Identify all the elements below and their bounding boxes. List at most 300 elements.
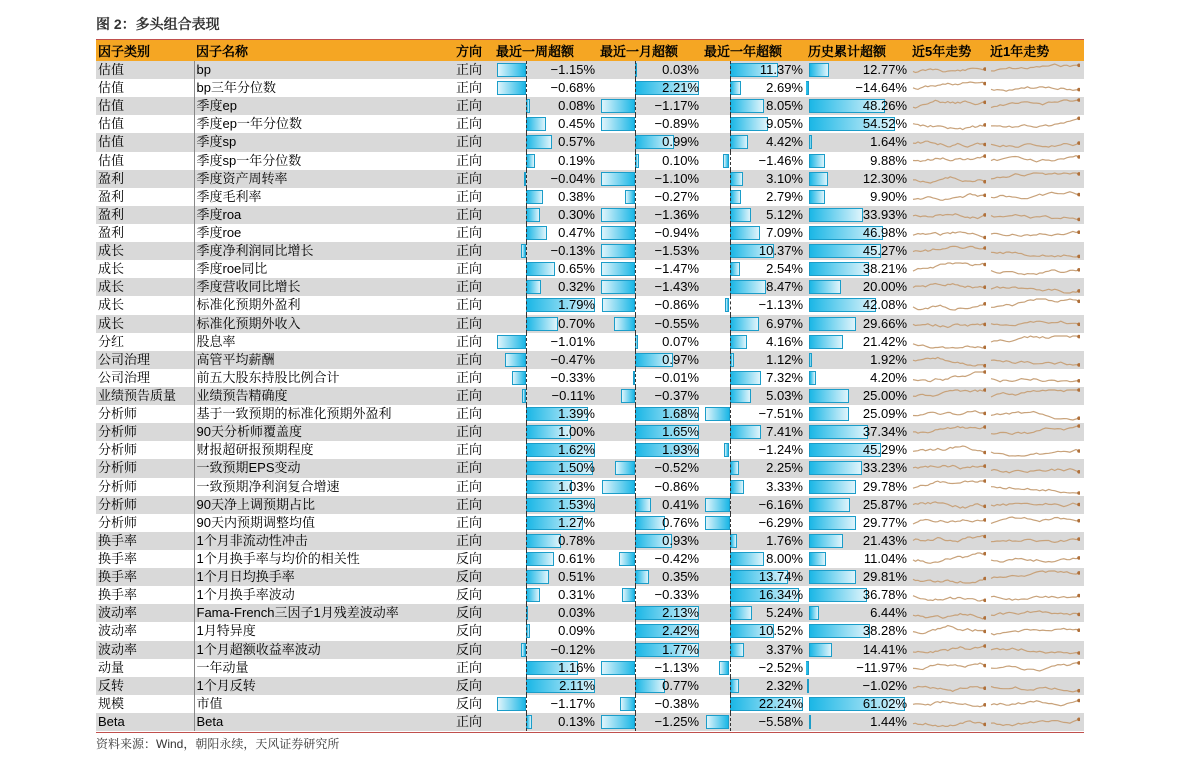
excess-year-axis: [730, 333, 731, 351]
trend-1y-sparkline: [988, 278, 1084, 296]
excess-month-bar: [601, 244, 635, 258]
excess-month-value: 0.77%: [662, 677, 699, 693]
excess-year-axis: [730, 550, 731, 568]
excess-history-cell: [806, 333, 910, 351]
excess-week-cell: [494, 604, 598, 622]
table-row: [96, 441, 1084, 459]
trend-1y-sparkline: [988, 659, 1084, 677]
trend-5y-sparkline: [910, 61, 988, 79]
excess-year-cell: [702, 641, 806, 659]
excess-year-value: 22.24%: [758, 695, 803, 711]
excess-year-bar: [730, 461, 740, 475]
excess-month-cell: [598, 206, 702, 224]
excess-month-axis: [635, 713, 636, 731]
excess-week-value: −0.68%: [550, 80, 595, 96]
excess-month-value: 0.35%: [662, 569, 699, 585]
excess-year-axis: [730, 604, 731, 622]
trend-5y-sparkline: [910, 79, 988, 97]
excess-week-bar: [526, 280, 540, 294]
excess-week-axis: [526, 61, 527, 79]
excess-history-cell: [806, 713, 910, 731]
excess-year-cell: [702, 459, 806, 477]
excess-month-value: −1.53%: [654, 243, 699, 259]
excess-year-value: 13.74%: [758, 569, 803, 585]
excess-week-axis: [526, 296, 527, 314]
excess-month-value: −1.17%: [654, 98, 699, 114]
excess-year-axis: [730, 224, 731, 242]
excess-year-value: −6.29%: [758, 514, 803, 530]
trend-1y-sparkline: [988, 459, 1084, 477]
excess-history-cell: [806, 568, 910, 586]
excess-year-cell: [702, 677, 806, 695]
excess-week-value: −0.11%: [551, 388, 595, 404]
excess-month-axis: [635, 659, 636, 677]
excess-week-value: −1.15%: [550, 62, 595, 78]
header-row: [96, 40, 1084, 61]
excess-month-axis: [635, 532, 636, 550]
factor-name: 一致预期净利润复合增速: [194, 478, 454, 496]
factor-name: 季度资产周转率: [194, 170, 454, 188]
excess-month-value: −1.36%: [654, 206, 699, 222]
factor-category: 成长: [96, 315, 194, 333]
excess-year-cell: [702, 206, 806, 224]
excess-history-value: 29.78%: [862, 478, 907, 494]
excess-month-cell: [598, 695, 702, 713]
excess-month-axis: [635, 188, 636, 206]
factor-direction: 正向: [454, 351, 494, 369]
excess-month-cell: [598, 224, 702, 242]
trend-1y-sparkline: [988, 333, 1084, 351]
excess-history-cell: [806, 622, 910, 640]
table-row: [96, 61, 1084, 79]
excess-month-cell: [598, 133, 702, 151]
excess-week-value: −0.04%: [550, 170, 595, 186]
factor-category: 分析师: [96, 423, 194, 441]
excess-week-axis: [526, 369, 527, 387]
factor-direction: 正向: [454, 296, 494, 314]
excess-week-axis: [526, 423, 527, 441]
excess-week-cell: [494, 622, 598, 640]
excess-month-cell: [598, 188, 702, 206]
trend-5y-sparkline: [910, 532, 988, 550]
factor-name: 财报超研报预期程度: [194, 441, 454, 459]
excess-month-bar: [622, 588, 635, 602]
excess-week-value: 0.30%: [558, 206, 595, 222]
excess-week-axis: [526, 170, 527, 188]
excess-week-cell: [494, 296, 598, 314]
excess-year-axis: [730, 459, 731, 477]
excess-month-axis: [635, 351, 636, 369]
excess-month-axis: [635, 550, 636, 568]
excess-month-axis: [635, 296, 636, 314]
excess-month-cell: [598, 568, 702, 586]
excess-week-cell: [494, 369, 598, 387]
excess-week-bar: [526, 190, 543, 204]
factor-name: 股息率: [194, 333, 454, 351]
excess-month-axis: [635, 622, 636, 640]
table-row: [96, 604, 1084, 622]
excess-year-cell: [702, 315, 806, 333]
excess-week-axis: [526, 514, 527, 532]
excess-month-bar: [602, 480, 636, 494]
excess-week-value: 1.79%: [558, 297, 595, 313]
excess-month-value: −0.01%: [654, 369, 699, 385]
excess-week-axis: [526, 351, 527, 369]
excess-history-bar: [809, 335, 843, 349]
excess-month-bar: [625, 190, 636, 204]
excess-month-bar: [621, 389, 636, 403]
excess-week-cell: [494, 496, 598, 514]
excess-history-cell: [806, 387, 910, 405]
factor-category: 成长: [96, 260, 194, 278]
trend-5y-sparkline: [910, 405, 988, 423]
factor-name: 基于一致预期的标准化预期外盈利: [194, 405, 454, 423]
excess-history-cell: [806, 224, 910, 242]
factor-name: 标准化预期外收入: [194, 315, 454, 333]
excess-week-cell: [494, 278, 598, 296]
excess-history-value: 33.23%: [862, 460, 907, 476]
excess-year-bar: [730, 679, 740, 693]
excess-week-cell: [494, 152, 598, 170]
trend-1y-sparkline: [988, 61, 1084, 79]
factor-name: 一年动量: [194, 659, 454, 677]
table-row: [96, 568, 1084, 586]
table-row: [96, 496, 1084, 514]
excess-history-cell: [806, 296, 910, 314]
excess-year-value: 5.24%: [766, 605, 803, 621]
trend-1y-sparkline: [988, 677, 1084, 695]
excess-history-bar: [809, 534, 843, 548]
trend-5y-sparkline: [910, 206, 988, 224]
excess-week-bar: [526, 226, 547, 240]
excess-month-cell: [598, 170, 702, 188]
excess-week-value: 1.03%: [558, 478, 595, 494]
excess-year-bar: [730, 172, 743, 186]
excess-week-cell: [494, 423, 598, 441]
trend-5y-sparkline: [910, 478, 988, 496]
table-row: [96, 97, 1084, 115]
excess-history-bar: [806, 81, 809, 95]
excess-week-axis: [526, 405, 527, 423]
excess-year-axis: [730, 115, 731, 133]
excess-history-cell: [806, 170, 910, 188]
excess-history-bar: [809, 606, 819, 620]
excess-year-axis: [730, 296, 731, 314]
excess-year-value: 5.12%: [766, 206, 803, 222]
excess-month-bar: [601, 661, 635, 675]
excess-week-value: 2.11%: [559, 677, 595, 693]
trend-5y-sparkline: [910, 641, 988, 659]
excess-month-value: −0.89%: [654, 116, 699, 132]
factor-category: 估值: [96, 61, 194, 79]
factor-name: 一致预期EPS变动: [194, 459, 454, 477]
trend-1y-sparkline: [988, 478, 1084, 496]
table-row: [96, 641, 1084, 659]
excess-week-cell: [494, 133, 598, 151]
table-row: [96, 478, 1084, 496]
excess-history-cell: [806, 478, 910, 496]
excess-year-cell: [702, 713, 806, 731]
excess-year-axis: [730, 423, 731, 441]
excess-year-bar: [730, 317, 760, 331]
excess-history-value: 12.30%: [862, 170, 907, 186]
excess-month-cell: [598, 713, 702, 731]
excess-year-cell: [702, 478, 806, 496]
excess-week-value: 1.16%: [558, 659, 595, 675]
excess-month-axis: [635, 604, 636, 622]
excess-year-axis: [730, 677, 731, 695]
excess-week-axis: [526, 333, 527, 351]
excess-history-value: 29.81%: [862, 569, 907, 585]
excess-year-bar: [705, 516, 730, 530]
excess-month-value: −0.86%: [654, 297, 699, 313]
trend-5y-sparkline: [910, 568, 988, 586]
factor-direction: 正向: [454, 478, 494, 496]
excess-month-axis: [635, 387, 636, 405]
excess-week-value: 0.65%: [558, 261, 595, 277]
factor-category: 换手率: [96, 568, 194, 586]
excess-week-cell: [494, 659, 598, 677]
excess-month-value: 0.10%: [662, 152, 699, 168]
trend-1y-sparkline: [988, 695, 1084, 713]
excess-year-bar: [719, 661, 730, 675]
factor-name: bp: [194, 61, 454, 79]
excess-year-bar: [730, 135, 749, 149]
factor-direction: 正向: [454, 152, 494, 170]
factor-category: 分析师: [96, 459, 194, 477]
excess-year-value: −6.16%: [758, 496, 803, 512]
excess-year-axis: [730, 713, 731, 731]
excess-month-axis: [635, 423, 636, 441]
excess-year-cell: [702, 351, 806, 369]
trend-5y-sparkline: [910, 423, 988, 441]
trend-1y-sparkline: [988, 351, 1084, 369]
trend-5y-sparkline: [910, 659, 988, 677]
table-row: [96, 532, 1084, 550]
excess-year-value: 6.97%: [766, 315, 803, 331]
excess-month-value: 1.93%: [662, 442, 699, 458]
excess-week-axis: [526, 133, 527, 151]
table-row: [96, 206, 1084, 224]
header-trend-1y: 近1年走势: [988, 40, 1084, 61]
trend-5y-sparkline: [910, 133, 988, 151]
excess-week-value: 0.09%: [558, 623, 595, 639]
excess-week-cell: [494, 351, 598, 369]
excess-year-axis: [730, 206, 731, 224]
excess-month-axis: [635, 441, 636, 459]
table-row: [96, 115, 1084, 133]
table-row: [96, 405, 1084, 423]
table-row: [96, 351, 1084, 369]
excess-week-value: 0.31%: [558, 587, 595, 603]
excess-month-axis: [635, 278, 636, 296]
excess-history-cell: [806, 351, 910, 369]
excess-week-bar: [526, 552, 553, 566]
table-row: [96, 278, 1084, 296]
excess-year-cell: [702, 260, 806, 278]
factor-category: 动量: [96, 659, 194, 677]
factor-name: 业绩预告精确度: [194, 387, 454, 405]
excess-week-cell: [494, 115, 598, 133]
excess-history-bar: [809, 172, 828, 186]
excess-week-bar: [526, 208, 539, 222]
trend-1y-sparkline: [988, 97, 1084, 115]
excess-month-axis: [635, 695, 636, 713]
excess-week-value: −1.17%: [550, 695, 595, 711]
factor-category: 换手率: [96, 532, 194, 550]
factor-name: 季度roa: [194, 206, 454, 224]
excess-year-cell: [702, 152, 806, 170]
factor-category: 业绩预告质量: [96, 387, 194, 405]
excess-month-axis: [635, 369, 636, 387]
excess-month-axis: [635, 115, 636, 133]
excess-year-bar: [705, 498, 730, 512]
excess-week-axis: [526, 260, 527, 278]
trend-5y-sparkline: [910, 713, 988, 731]
excess-year-cell: [702, 496, 806, 514]
excess-week-axis: [526, 622, 527, 640]
excess-year-axis: [730, 514, 731, 532]
trend-5y-sparkline: [910, 351, 988, 369]
excess-year-bar: [730, 425, 762, 439]
excess-month-value: −0.27%: [654, 188, 699, 204]
table-row: [96, 659, 1084, 677]
trend-5y-sparkline: [910, 496, 988, 514]
excess-week-value: 0.45%: [558, 116, 595, 132]
factor-name: Beta: [194, 713, 454, 731]
excess-history-cell: [806, 659, 910, 677]
excess-week-cell: [494, 568, 598, 586]
trend-1y-sparkline: [988, 532, 1084, 550]
excess-week-axis: [526, 695, 527, 713]
excess-year-value: 4.42%: [766, 134, 803, 150]
excess-history-cell: [806, 242, 910, 260]
excess-week-axis: [526, 242, 527, 260]
excess-week-axis: [526, 713, 527, 731]
excess-year-value: 3.10%: [766, 170, 803, 186]
excess-week-bar: [526, 570, 549, 584]
excess-history-bar: [809, 624, 870, 638]
excess-month-cell: [598, 622, 702, 640]
trend-1y-sparkline: [988, 586, 1084, 604]
factor-direction: 正向: [454, 405, 494, 423]
excess-week-axis: [526, 115, 527, 133]
excess-year-value: 7.41%: [766, 424, 803, 440]
figure-title: 图 2：多头组合表现: [96, 16, 220, 32]
excess-month-bar: [635, 498, 651, 512]
excess-history-cell: [806, 695, 910, 713]
excess-week-axis: [526, 315, 527, 333]
excess-history-cell: [806, 115, 910, 133]
excess-year-cell: [702, 441, 806, 459]
factor-direction: 正向: [454, 224, 494, 242]
excess-month-axis: [635, 79, 636, 97]
excess-history-bar: [807, 679, 809, 693]
excess-year-bar: [730, 335, 748, 349]
excess-week-axis: [526, 604, 527, 622]
excess-month-bar: [601, 715, 635, 729]
factor-category: 盈利: [96, 206, 194, 224]
excess-week-axis: [526, 568, 527, 586]
excess-history-bar: [809, 353, 812, 367]
factor-category: 反转: [96, 677, 194, 695]
factor-category: 成长: [96, 242, 194, 260]
excess-year-value: 2.25%: [766, 460, 803, 476]
factor-name: 季度ep: [194, 97, 454, 115]
excess-week-cell: [494, 641, 598, 659]
excess-week-value: 1.53%: [558, 496, 595, 512]
excess-year-bar: [730, 99, 764, 113]
factor-direction: 正向: [454, 206, 494, 224]
excess-week-cell: [494, 224, 598, 242]
excess-month-value: 0.07%: [662, 333, 699, 349]
excess-year-value: 8.05%: [766, 98, 803, 114]
factor-direction: 正向: [454, 441, 494, 459]
trend-1y-sparkline: [988, 423, 1084, 441]
trend-1y-sparkline: [988, 242, 1084, 260]
excess-month-value: 2.21%: [662, 80, 699, 96]
excess-year-bar: [706, 715, 730, 729]
excess-history-value: 4.20%: [870, 369, 907, 385]
factor-name: 1个月换手率波动: [194, 586, 454, 604]
factor-direction: 正向: [454, 514, 494, 532]
trend-5y-sparkline: [910, 677, 988, 695]
factor-name: bp三年分位数: [194, 79, 454, 97]
excess-history-cell: [806, 586, 910, 604]
trend-5y-sparkline: [910, 170, 988, 188]
factor-direction: 正向: [454, 496, 494, 514]
excess-month-bar: [602, 298, 636, 312]
table-row: [96, 188, 1084, 206]
trend-1y-sparkline: [988, 315, 1084, 333]
excess-year-cell: [702, 514, 806, 532]
excess-year-cell: [702, 387, 806, 405]
excess-history-bar: [809, 461, 862, 475]
excess-year-axis: [730, 260, 731, 278]
excess-week-bar: [526, 588, 540, 602]
trend-1y-sparkline: [988, 604, 1084, 622]
excess-history-cell: [806, 496, 910, 514]
excess-year-value: 1.76%: [766, 532, 803, 548]
factor-direction: 正向: [454, 188, 494, 206]
factor-direction: 正向: [454, 387, 494, 405]
excess-year-bar: [730, 552, 764, 566]
header-year: 最近一年超额: [702, 40, 806, 61]
factor-category: 估值: [96, 97, 194, 115]
factor-name: 90天分析师覆盖度: [194, 423, 454, 441]
header-trend-5y: 近5年走势: [910, 40, 988, 61]
excess-week-axis: [526, 459, 527, 477]
header-category: 因子类别: [96, 40, 194, 61]
excess-year-cell: [702, 79, 806, 97]
excess-week-cell: [494, 387, 598, 405]
factor-name: 季度净利润同比增长: [194, 242, 454, 260]
excess-month-cell: [598, 659, 702, 677]
factor-direction: 反向: [454, 550, 494, 568]
excess-history-bar: [809, 280, 841, 294]
header-week: 最近一周超额: [494, 40, 598, 61]
excess-week-cell: [494, 478, 598, 496]
excess-year-bar: [730, 643, 744, 657]
excess-month-value: 2.42%: [662, 623, 699, 639]
factor-category: 估值: [96, 152, 194, 170]
excess-month-value: 0.76%: [662, 514, 699, 530]
excess-history-value: 11.04%: [863, 551, 907, 566]
excess-month-axis: [635, 61, 636, 79]
factor-direction: 反向: [454, 695, 494, 713]
excess-month-bar: [620, 697, 635, 711]
excess-year-value: 1.12%: [766, 351, 803, 367]
